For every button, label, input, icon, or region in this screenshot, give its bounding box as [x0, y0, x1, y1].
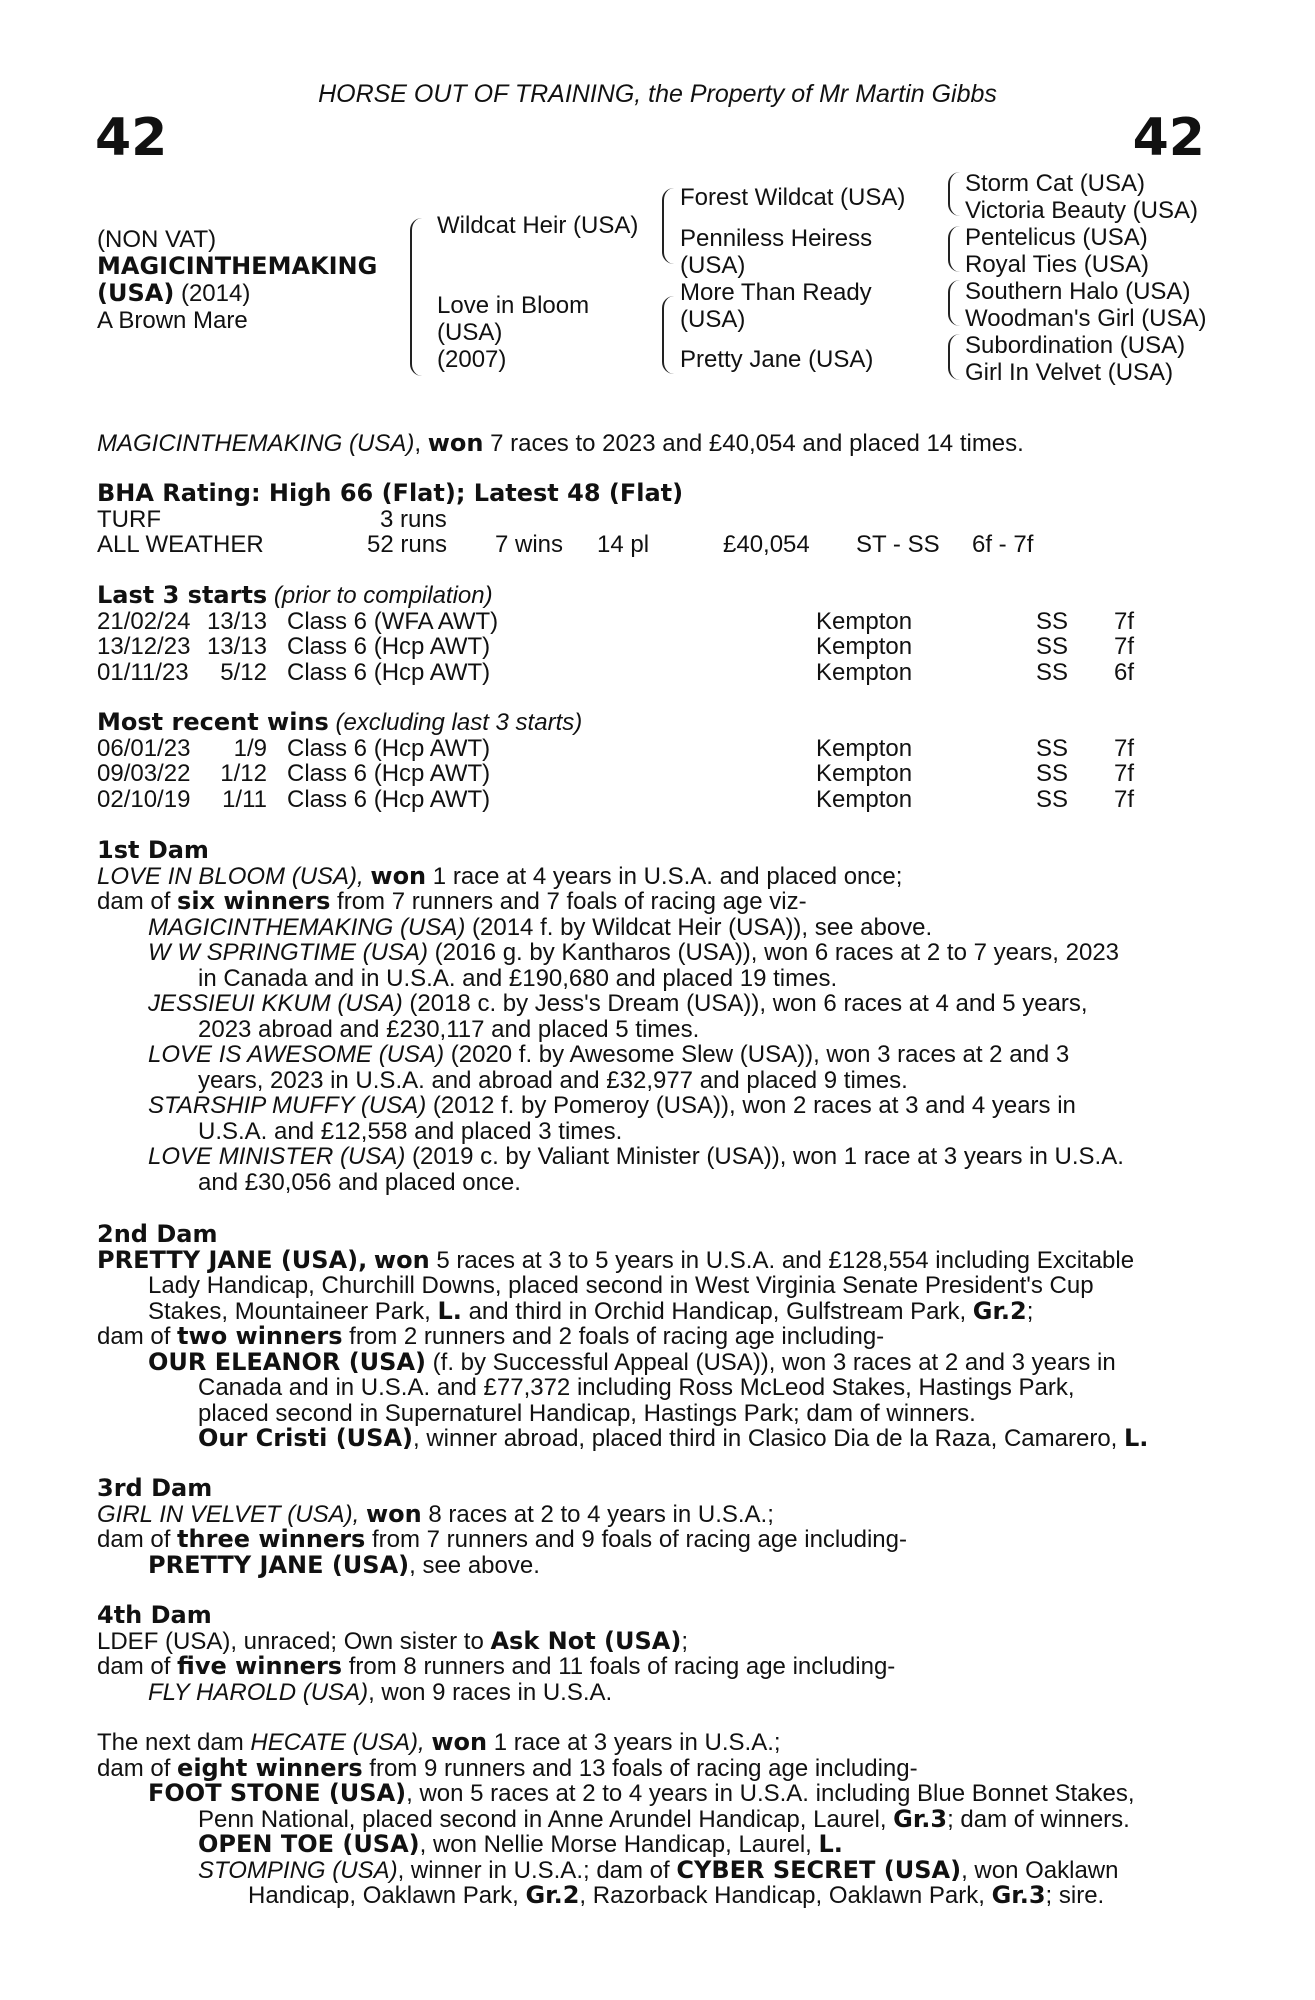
turf-record: TURF 3 runs — [97, 505, 447, 533]
ancestor-4th-gen: Pentelicus (USA) — [965, 224, 1148, 251]
progeny-entry: LOVE MINISTER (USA) (2019 c. by Valiant Minister (USA)), won 1 race at 3 years in U.S.A. — [148, 1143, 1124, 1170]
dam-record: LDEF (USA), unraced; Own sister to Ask Not (USA); — [97, 1626, 689, 1655]
dam: Love in Bloom — [437, 292, 590, 319]
racing-summary: MAGICINTHEMAKING (USA), won 7 races to 2023 and £40,054 and placed 14 times. — [97, 429, 1024, 457]
racecourse: Kempton — [816, 658, 913, 686]
going: SS — [1036, 633, 1069, 660]
progeny-entry: JESSIEUI KKUM (USA) (2018 c. by Jess's Dream (USA)), won 6 races at 4 and 5 years, — [148, 990, 1088, 1017]
progeny-entry: LOVE IS AWESOME (USA) (2020 f. by Awesome Slew (USA)), won 3 races at 2 and 3 — [148, 1041, 1070, 1068]
horse-name: MAGICINTHEMAKING — [97, 252, 378, 280]
ancestor-4th-gen: Girl In Velvet (USA) — [965, 359, 1174, 386]
first-dam-section — [97, 838, 1205, 1195]
vat-status: (NON VAT) — [97, 226, 217, 253]
race-date: 13/12/23 — [97, 633, 191, 660]
ancestor-4th-gen: Royal Ties (USA) — [965, 251, 1150, 278]
dam-sire: (USA) — [680, 306, 746, 333]
section-heading: 3rd Dam — [97, 1474, 213, 1502]
racecourse: Kempton — [816, 607, 913, 635]
progeny-entry: STOMPING (USA), winner in U.S.A.; dam of CYBER SECRET (USA), won Oaklawn — [198, 1855, 1119, 1884]
brace — [948, 334, 960, 380]
race-record-row — [97, 660, 1205, 686]
race-class: Class 6 (Hcp AWT) — [287, 785, 491, 813]
distance: 7f — [1114, 760, 1135, 787]
progeny-entry: Our Cristi (USA), winner abroad, placed third in Clasico Dia de la Raza, Camarero, L. — [198, 1424, 1149, 1452]
distance: 6f — [1114, 658, 1135, 686]
horse-description: A Brown Mare — [97, 307, 248, 334]
horse-origin-year: (USA) (2014) — [97, 279, 251, 307]
dam-record: The next dam HECATE (USA), won 1 race at 3 years in U.S.A.; — [97, 1728, 781, 1756]
dam-record: LOVE IN BLOOM (USA), won 1 race at 4 years in U.S.A. and placed once; — [97, 861, 903, 890]
race-position: 13/13 — [206, 607, 267, 635]
progeny-entry: Canada and in U.S.A. and £77,372 including Ross McLeod Stakes, Hastings Park, — [198, 1374, 1075, 1401]
section-heading: 1st Dam — [97, 836, 209, 864]
second-dam-section — [97, 1222, 1205, 1452]
dam-produce-summary: dam of eight winners from 9 runners and 13 foals of racing age including- — [97, 1753, 918, 1782]
race-record-row — [97, 787, 1205, 813]
sire-dam: (USA) — [680, 252, 746, 279]
progeny-entry: 2023 abroad and £230,117 and placed 5 times. — [198, 1015, 700, 1043]
race-class: Class 6 (Hcp AWT) — [287, 633, 491, 660]
section-heading: Most recent wins (excluding last 3 starts) — [97, 708, 583, 736]
dam: (2007) — [437, 346, 507, 373]
section-heading: 2nd Dam — [97, 1220, 218, 1248]
fourth-dam-section — [97, 1603, 1205, 1705]
brace — [948, 172, 960, 216]
progeny-entry: placed second in Supernaturel Handicap, Hastings Park; dam of winners. — [198, 1399, 976, 1427]
dam-produce-summary: dam of six winners from 7 runners and 7 foals of racing age viz- — [97, 887, 807, 915]
brace — [948, 280, 960, 326]
dam-record: Stakes, Mountaineer Park, L. and third in Orchid Handicap, Gulfstream Park, Gr.2; — [148, 1296, 1034, 1325]
progeny-entry: U.S.A. and £12,558 and placed 3 times. — [198, 1117, 623, 1145]
brace — [662, 188, 676, 264]
lot-number-left: 42 — [95, 108, 168, 168]
ancestor-4th-gen: Storm Cat (USA) — [965, 170, 1146, 197]
all-weather-record: ALL WEATHER 52 runs 7 wins 14 pl £40,054 ST - SS 6f - 7f — [97, 531, 1034, 558]
race-record-row — [97, 761, 1205, 787]
lot-number-right: 42 — [1132, 108, 1205, 168]
progeny-entry: FOOT STONE (USA), won 5 races at 2 to 4 years in U.S.A. including Blue Bonnet Stakes, — [148, 1779, 1135, 1807]
race-class: Class 6 (Hcp AWT) — [287, 734, 491, 762]
bha-rating: BHA Rating: High 66 (Flat); Latest 48 (Flat) — [97, 479, 684, 507]
dam-record: PRETTY JANE (USA), won 5 races at 3 to 5 years in U.S.A. and £128,554 including Excitable — [97, 1245, 1135, 1274]
dam-record: GIRL IN VELVET (USA), won 8 races at 2 to 4 years in U.S.A.; — [97, 1499, 774, 1528]
progeny-entry: OUR ELEANOR (USA) (f. by Successful Appeal (USA)), won 3 races at 2 and 3 years in — [148, 1347, 1116, 1376]
race-position: 13/13 — [206, 633, 267, 660]
race-class: Class 6 (WFA AWT) — [287, 607, 499, 635]
progeny-entry: Penn National, placed second in Anne Arundel Handicap, Laurel, Gr.3; dam of winners. — [198, 1804, 1130, 1833]
rating-block — [97, 481, 1205, 558]
distance: 7f — [1114, 785, 1135, 813]
dam-produce-summary: dam of two winners from 2 runners and 2 foals of racing age including- — [97, 1322, 885, 1350]
progeny-entry: PRETTY JANE (USA), see above. — [148, 1550, 540, 1579]
dam-produce-summary: dam of three winners from 7 runners and 9 foals of racing age including- — [97, 1525, 907, 1553]
dam-dam: Pretty Jane (USA) — [680, 346, 874, 373]
distance: 7f — [1114, 633, 1135, 660]
section-heading: 4th Dam — [97, 1601, 212, 1629]
progeny-entry: and £30,056 and placed once. — [198, 1168, 521, 1196]
going: SS — [1036, 760, 1069, 787]
dam-sire: More Than Ready — [680, 279, 872, 306]
race-record-row — [97, 609, 1205, 635]
brace — [410, 218, 424, 376]
race-class: Class 6 (Hcp AWT) — [287, 760, 491, 787]
sire-dam: Penniless Heiress — [680, 225, 873, 252]
progeny-entry: FLY HAROLD (USA), won 9 races in U.S.A. — [148, 1678, 613, 1706]
dam-record: Lady Handicap, Churchill Downs, placed second in West Virginia Senate President's Cup — [148, 1272, 1094, 1299]
progeny-entry: in Canada and in U.S.A. and £190,680 and placed 19 times. — [198, 964, 838, 992]
race-position: 1/11 — [222, 785, 267, 813]
brace — [948, 226, 960, 272]
next-dam-section — [97, 1730, 1205, 1909]
going: SS — [1036, 607, 1069, 635]
ancestor-4th-gen: Southern Halo (USA) — [965, 278, 1191, 305]
progeny-entry: STARSHIP MUFFY (USA) (2012 f. by Pomeroy (USA)), won 2 races at 3 and 4 years in — [148, 1092, 1076, 1119]
dam: (USA) — [437, 319, 503, 346]
distance: 7f — [1114, 734, 1135, 762]
racecourse: Kempton — [816, 785, 913, 813]
ancestor-4th-gen: Victoria Beauty (USA) — [965, 197, 1198, 224]
race-date: 01/11/23 — [97, 658, 189, 686]
racecourse: Kempton — [816, 734, 913, 762]
progeny-entry: W W SPRINGTIME (USA) (2016 g. by Kantharos (USA)), won 6 races at 2 to 7 years, 2023 — [148, 939, 1120, 966]
section-heading: Last 3 starts (prior to compilation) — [97, 581, 493, 609]
distance: 7f — [1114, 607, 1135, 635]
progeny-entry: Handicap, Oaklawn Park, Gr.2, Razorback Handicap, Oaklawn Park, Gr.3; sire. — [248, 1881, 1105, 1909]
brace — [662, 296, 676, 374]
race-date: 06/01/23 — [97, 734, 191, 762]
racecourse: Kempton — [816, 760, 913, 787]
ancestor-4th-gen: Subordination (USA) — [965, 332, 1186, 359]
race-record-row — [97, 634, 1205, 660]
third-dam-section — [97, 1476, 1205, 1578]
race-date: 21/02/24 — [97, 607, 191, 635]
racecourse: Kempton — [816, 633, 913, 660]
race-date: 09/03/22 — [97, 760, 191, 787]
page-header: HORSE OUT OF TRAINING, the Property of Mr Martin Gibbs — [318, 80, 997, 108]
race-date: 02/10/19 — [97, 785, 191, 813]
most-recent-wins — [97, 710, 1205, 812]
last-3-starts — [97, 583, 1205, 685]
sire-sire: Forest Wildcat (USA) — [680, 184, 906, 211]
progeny-entry: OPEN TOE (USA), won Nellie Morse Handicap, Laurel, L. — [198, 1830, 843, 1858]
going: SS — [1036, 785, 1069, 813]
race-position: 1/12 — [220, 760, 267, 787]
race-class: Class 6 (Hcp AWT) — [287, 658, 491, 686]
race-record-row — [97, 736, 1205, 762]
going: SS — [1036, 658, 1069, 686]
progeny-entry: MAGICINTHEMAKING (USA) (2014 f. by Wildcat Heir (USA)), see above. — [148, 913, 933, 941]
progeny-entry: years, 2023 in U.S.A. and abroad and £32,977 and placed 9 times. — [198, 1066, 908, 1094]
going: SS — [1036, 734, 1069, 762]
race-position: 1/9 — [233, 734, 267, 762]
ancestor-4th-gen: Woodman's Girl (USA) — [965, 305, 1207, 332]
dam-produce-summary: dam of five winners from 8 runners and 11 foals of racing age including- — [97, 1652, 896, 1680]
sire: Wildcat Heir (USA) — [437, 212, 639, 239]
race-position: 5/12 — [220, 658, 267, 686]
